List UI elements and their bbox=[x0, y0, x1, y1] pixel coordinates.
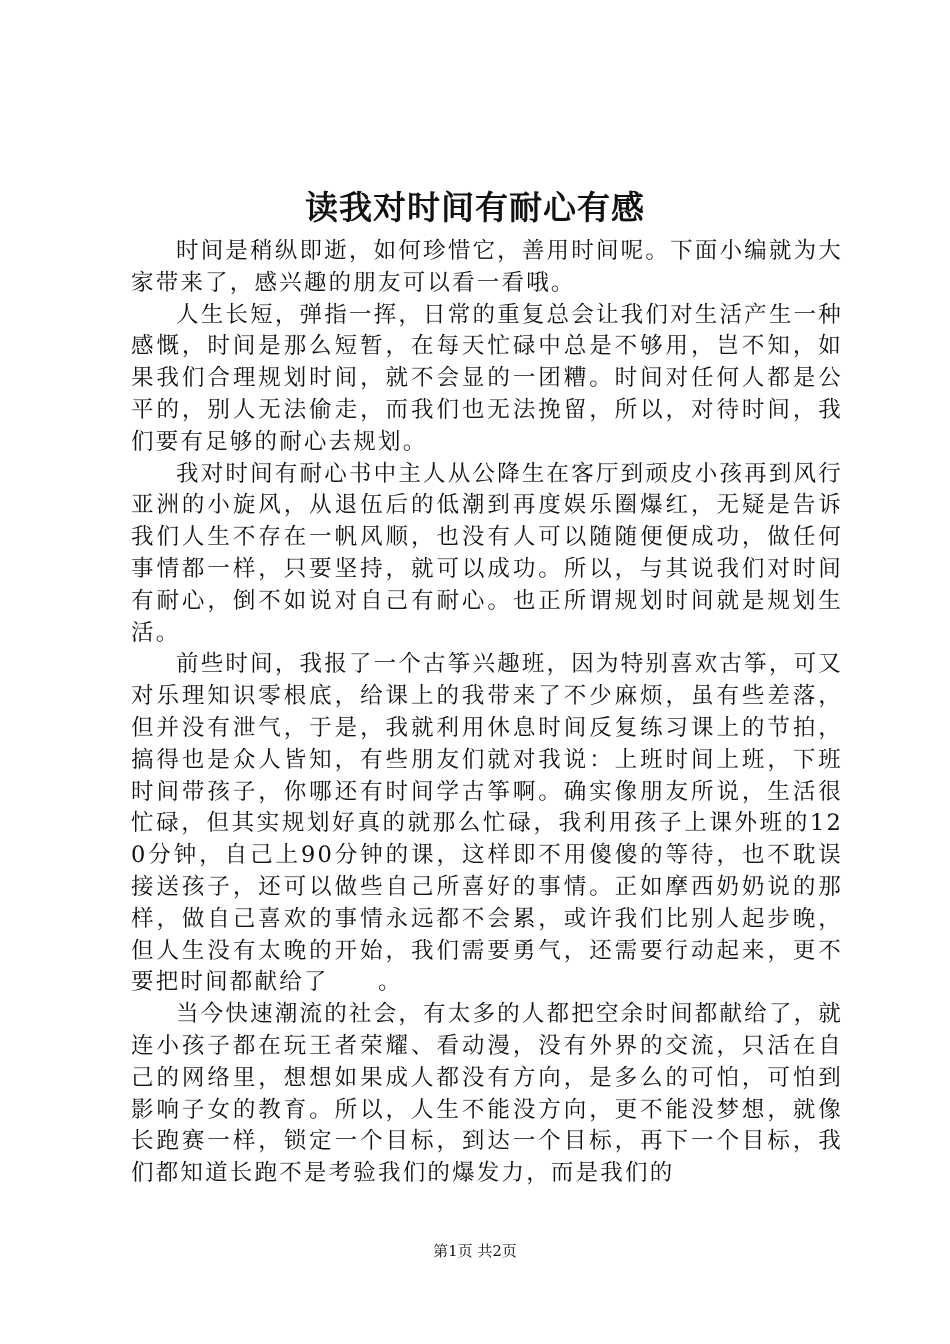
paragraph-book-review: 我对时间有耐心书中主人从公降生在客厅到顽皮小孩再到风行亚洲的小旋风，从退伍后的低潮到再度娱乐圈爆红，无疑是告诉我们人生不存在一帆风顺，也没有人可以随随便便成功，做任何事情都一样，只要坚持，就可以成功。所以，与其说我们对时间有耐心，倒不如说对自己有耐心。也正所谓规划时间就是规划生活。 bbox=[131, 460, 843, 646]
paragraph-guzheng: 前些时间，我报了一个古筝兴趣班，因为特别喜欢古筝，可又对乐理知识零根底，给课上的我带来了不少麻烦，虽有些差落，但并没有泄气，于是，我就利用休息时间反复练习课上的节拍，搞得也是众人皆知，有些朋友们就对我说：上班时间上班，下班时间带孩子，你哪还有时间学古筝啊。确实像朋友所说，生活很忙碌，但其实规划好真的就那么忙碌，我利用孩子上课外班的120分钟，自己上90分钟的课，这样即不用傻傻的等待，也不耽误接送孩子，还可以做些自己所喜好的事情。正如摩西奶奶说的那样，做自己喜欢的事情永远都不会累，或许我们比别人起步晚，但人生没有太晚的开始，我们需要勇气，还需要行动起来，更不要把时间都献给了 。 bbox=[131, 651, 843, 996]
paragraph-life-short: 人生长短，弹指一挥，日常的重复总会让我们对生活产生一种感慨，时间是那么短暂，在每天忙碌中总是不够用，岂不知，如果我们合理规划时间，就不会显的一团糟。时间对任何人都是公平的，别人无法偷走，而我们也无法挽留，所以，对待时间，我们要有足够的耐心去规划。 bbox=[131, 301, 843, 455]
paragraph-society: 当今快速潮流的社会，有太多的人都把空余时间都献给了，就连小孩子都在玩王者荣耀、看动漫，没有外界的交流，只活在自己的网络里，想想如果成人都没有方向，是多么的可怕，可怕到影响子女的教育。所以，人生不能没方向，更不能没梦想，就像长跑赛一样，锁定一个目标，到达一个目标，再下一个目标，我们都知道长跑不是考验我们的爆发力，而是我们的 bbox=[131, 1001, 843, 1187]
document-body bbox=[131, 236, 843, 1190]
paragraph-intro: 时间是稍纵即逝，如何珍惜它，善用时间呢。下面小编就为大家带来了，感兴趣的朋友可以看一看哦。 bbox=[131, 238, 843, 296]
page-title: 读我对时间有耐心有感 bbox=[305, 188, 645, 227]
page-number-footer: 第1页 共2页 bbox=[433, 1242, 517, 1260]
